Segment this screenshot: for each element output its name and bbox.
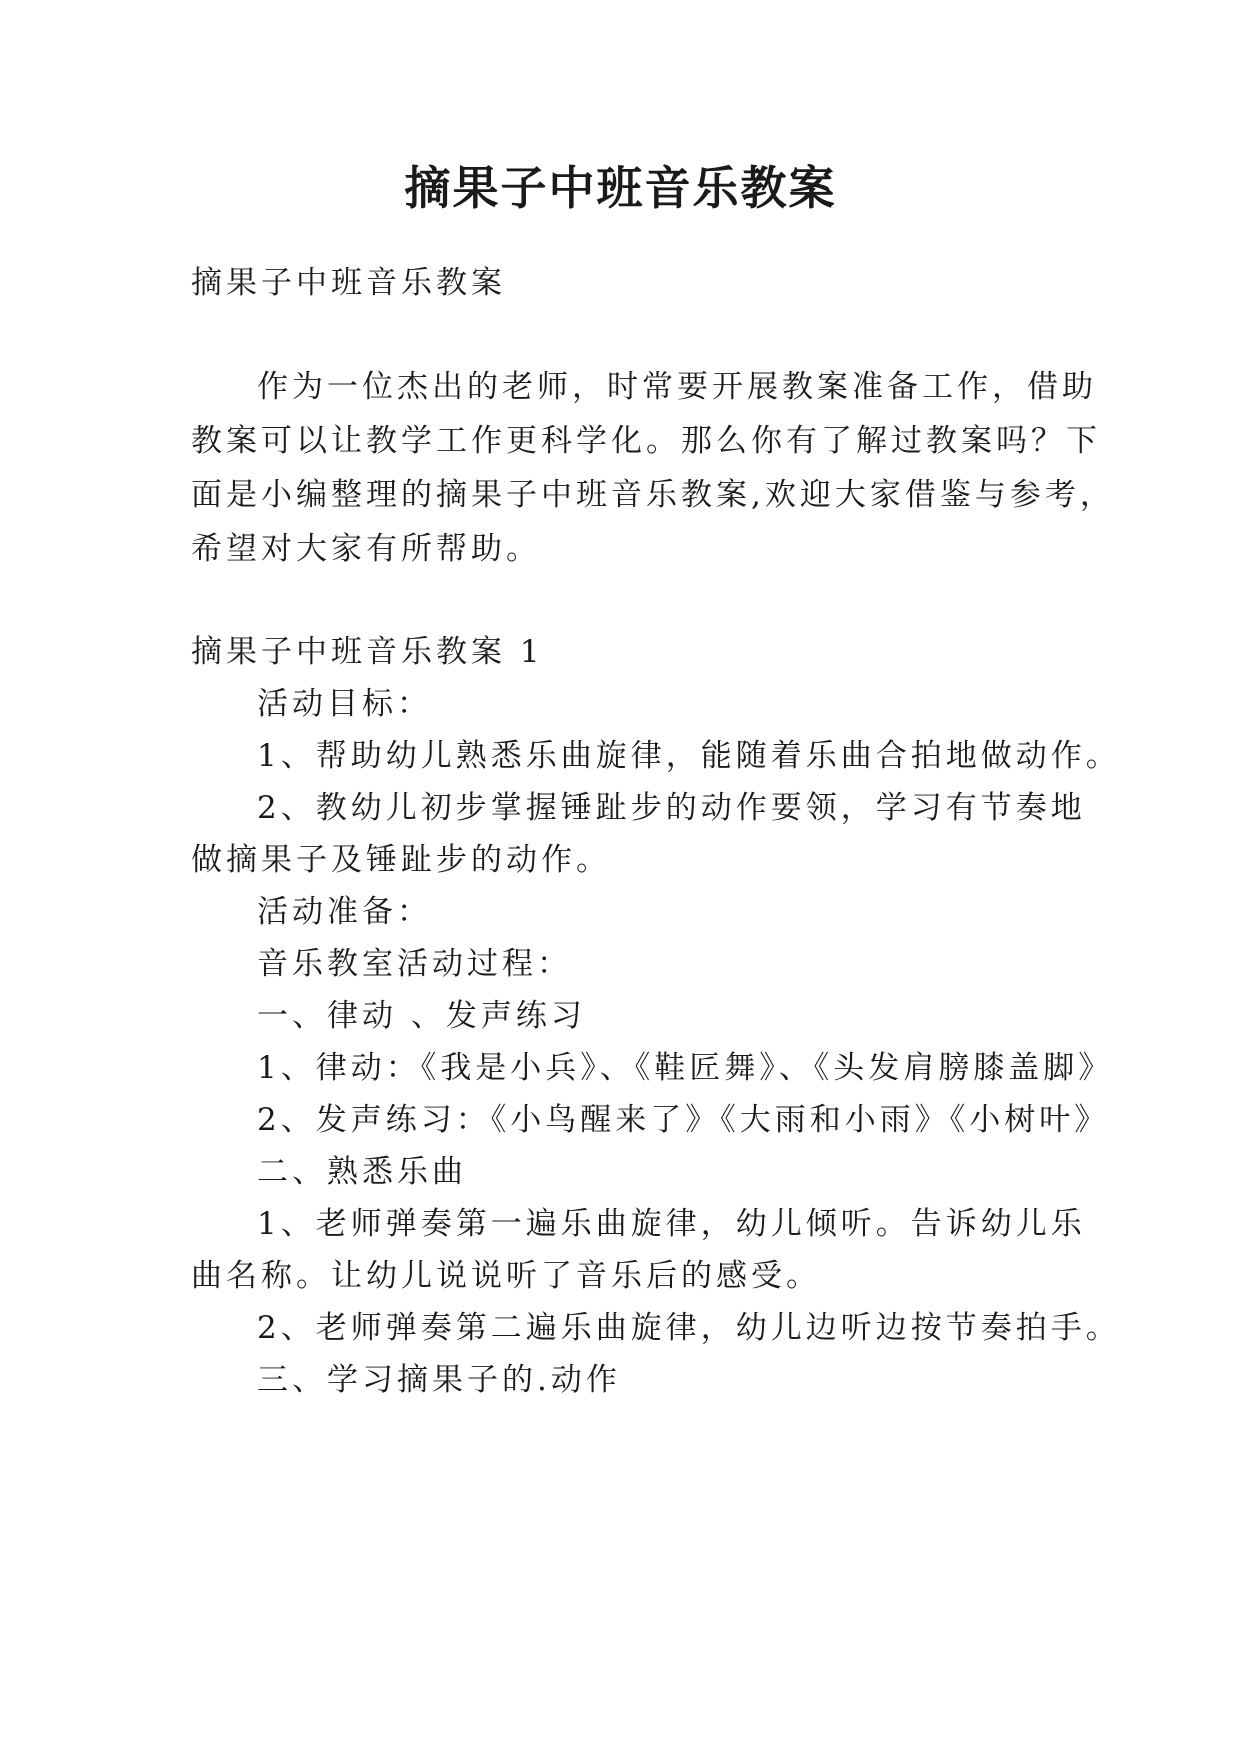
body-line-6: 音乐教室活动过程： [257,946,572,982]
section-heading: 摘果子中班音乐教案 1 [191,634,544,670]
intro-line-2: 教案可以让教学工作更科学化。那么你有了解过教案吗？下 [191,423,1101,459]
intro-line-3: 面是小编整理的摘果子中班音乐教案,欢迎大家借鉴与参考， [191,477,1115,513]
body-line-14: 三、学习摘果子的.动作 [257,1362,621,1398]
body-line-3: 2、教幼儿初步掌握锤趾步的动作要领，学习有节奏地 [257,790,1086,826]
body-line-5: 活动准备： [257,894,432,930]
body-line-4: 做摘果子及锤趾步的动作。 [191,842,611,878]
body-line-10: 二、熟悉乐曲 [257,1154,467,1190]
body-line-8: 1、律动：《我是小兵》、《鞋匠舞》、《头发肩膀膝盖脚》 [257,1050,1114,1086]
document-subtitle: 摘果子中班音乐教案 [191,265,506,301]
body-line-7: 一、律动 、发声练习 [257,998,586,1034]
body-line-9: 2、发声练习：《小鸟醒来了》《大雨和小雨》《小树叶》 [257,1102,1110,1138]
body-line-13: 2、老师弹奏第二遍乐曲旋律，幼儿边听边按节奏拍手。 [257,1310,1121,1346]
body-line-12: 曲名称。让幼儿说说听了音乐后的感受。 [191,1258,821,1294]
body-line-11: 1、老师弹奏第一遍乐曲旋律，幼儿倾听。告诉幼儿乐 [257,1206,1086,1242]
body-line-2: 1、帮助幼儿熟悉乐曲旋律，能随着乐曲合拍地做动作。 [257,738,1121,774]
intro-line-4: 希望对大家有所帮助。 [191,531,541,567]
document-title: 摘果子中班音乐教案 [404,161,837,215]
body-line-1: 活动目标： [257,686,432,722]
intro-line-1: 作为一位杰出的老师，时常要开展教案准备工作，借助 [257,369,1097,405]
